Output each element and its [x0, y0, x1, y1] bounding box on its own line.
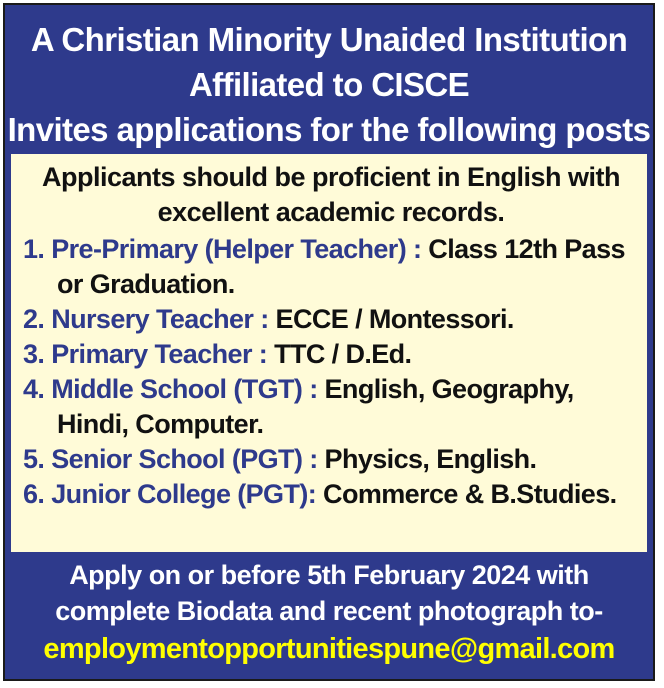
deadline-line: Apply on or before 5th February 2024 with [69, 560, 589, 590]
post-requirement: Physics, English. [324, 444, 537, 474]
post-title: Middle School (TGT) : [51, 374, 318, 404]
affiliation-line: Affiliated to CISCE [188, 66, 470, 103]
post-item [23, 442, 639, 477]
post-requirement: Commerce & B.Studies. [323, 479, 617, 509]
post-requirement: English, Geography, Hindi, Computer. [57, 374, 574, 439]
post-item [23, 337, 639, 372]
ad-header [5, 5, 653, 152]
post-number: 3. [23, 339, 45, 369]
post-requirement: ECCE / Montessori. [275, 304, 514, 334]
post-title: Pre-Primary (Helper Teacher) : [51, 234, 422, 264]
post-item [23, 477, 639, 512]
documents-line: complete Biodata and recent photograph to- [55, 596, 603, 626]
contact-email[interactable]: employmentopportunitiespune@gmail.com [43, 633, 615, 665]
post-number: 5. [23, 444, 45, 474]
intro-text [23, 160, 639, 230]
intro-line-1: Applicants should be proficient in English with [41, 162, 620, 192]
post-title: Senior School (PGT) : [51, 444, 318, 474]
post-title: Junior College (PGT): [51, 479, 317, 509]
post-number: 1. [23, 234, 45, 264]
post-item [23, 232, 639, 302]
post-item [23, 302, 639, 337]
post-requirement: Class 12th Pass or Graduation. [57, 234, 625, 299]
invitation-line: Invites applications for the following posts [7, 111, 651, 148]
post-title: Primary Teacher : [51, 339, 268, 369]
institution-title: A Christian Minority Unaided Institution [30, 21, 628, 58]
ad-footer [5, 557, 653, 669]
post-requirement: TTC / D.Ed. [274, 339, 412, 369]
post-number: 4. [23, 374, 45, 404]
post-title: Nursery Teacher : [51, 304, 269, 334]
requirements-panel [11, 154, 647, 552]
intro-line-2: excellent academic records. [157, 197, 505, 227]
job-advertisement [3, 3, 655, 681]
post-number: 2. [23, 304, 45, 334]
post-number: 6. [23, 479, 45, 509]
post-item [23, 372, 639, 442]
